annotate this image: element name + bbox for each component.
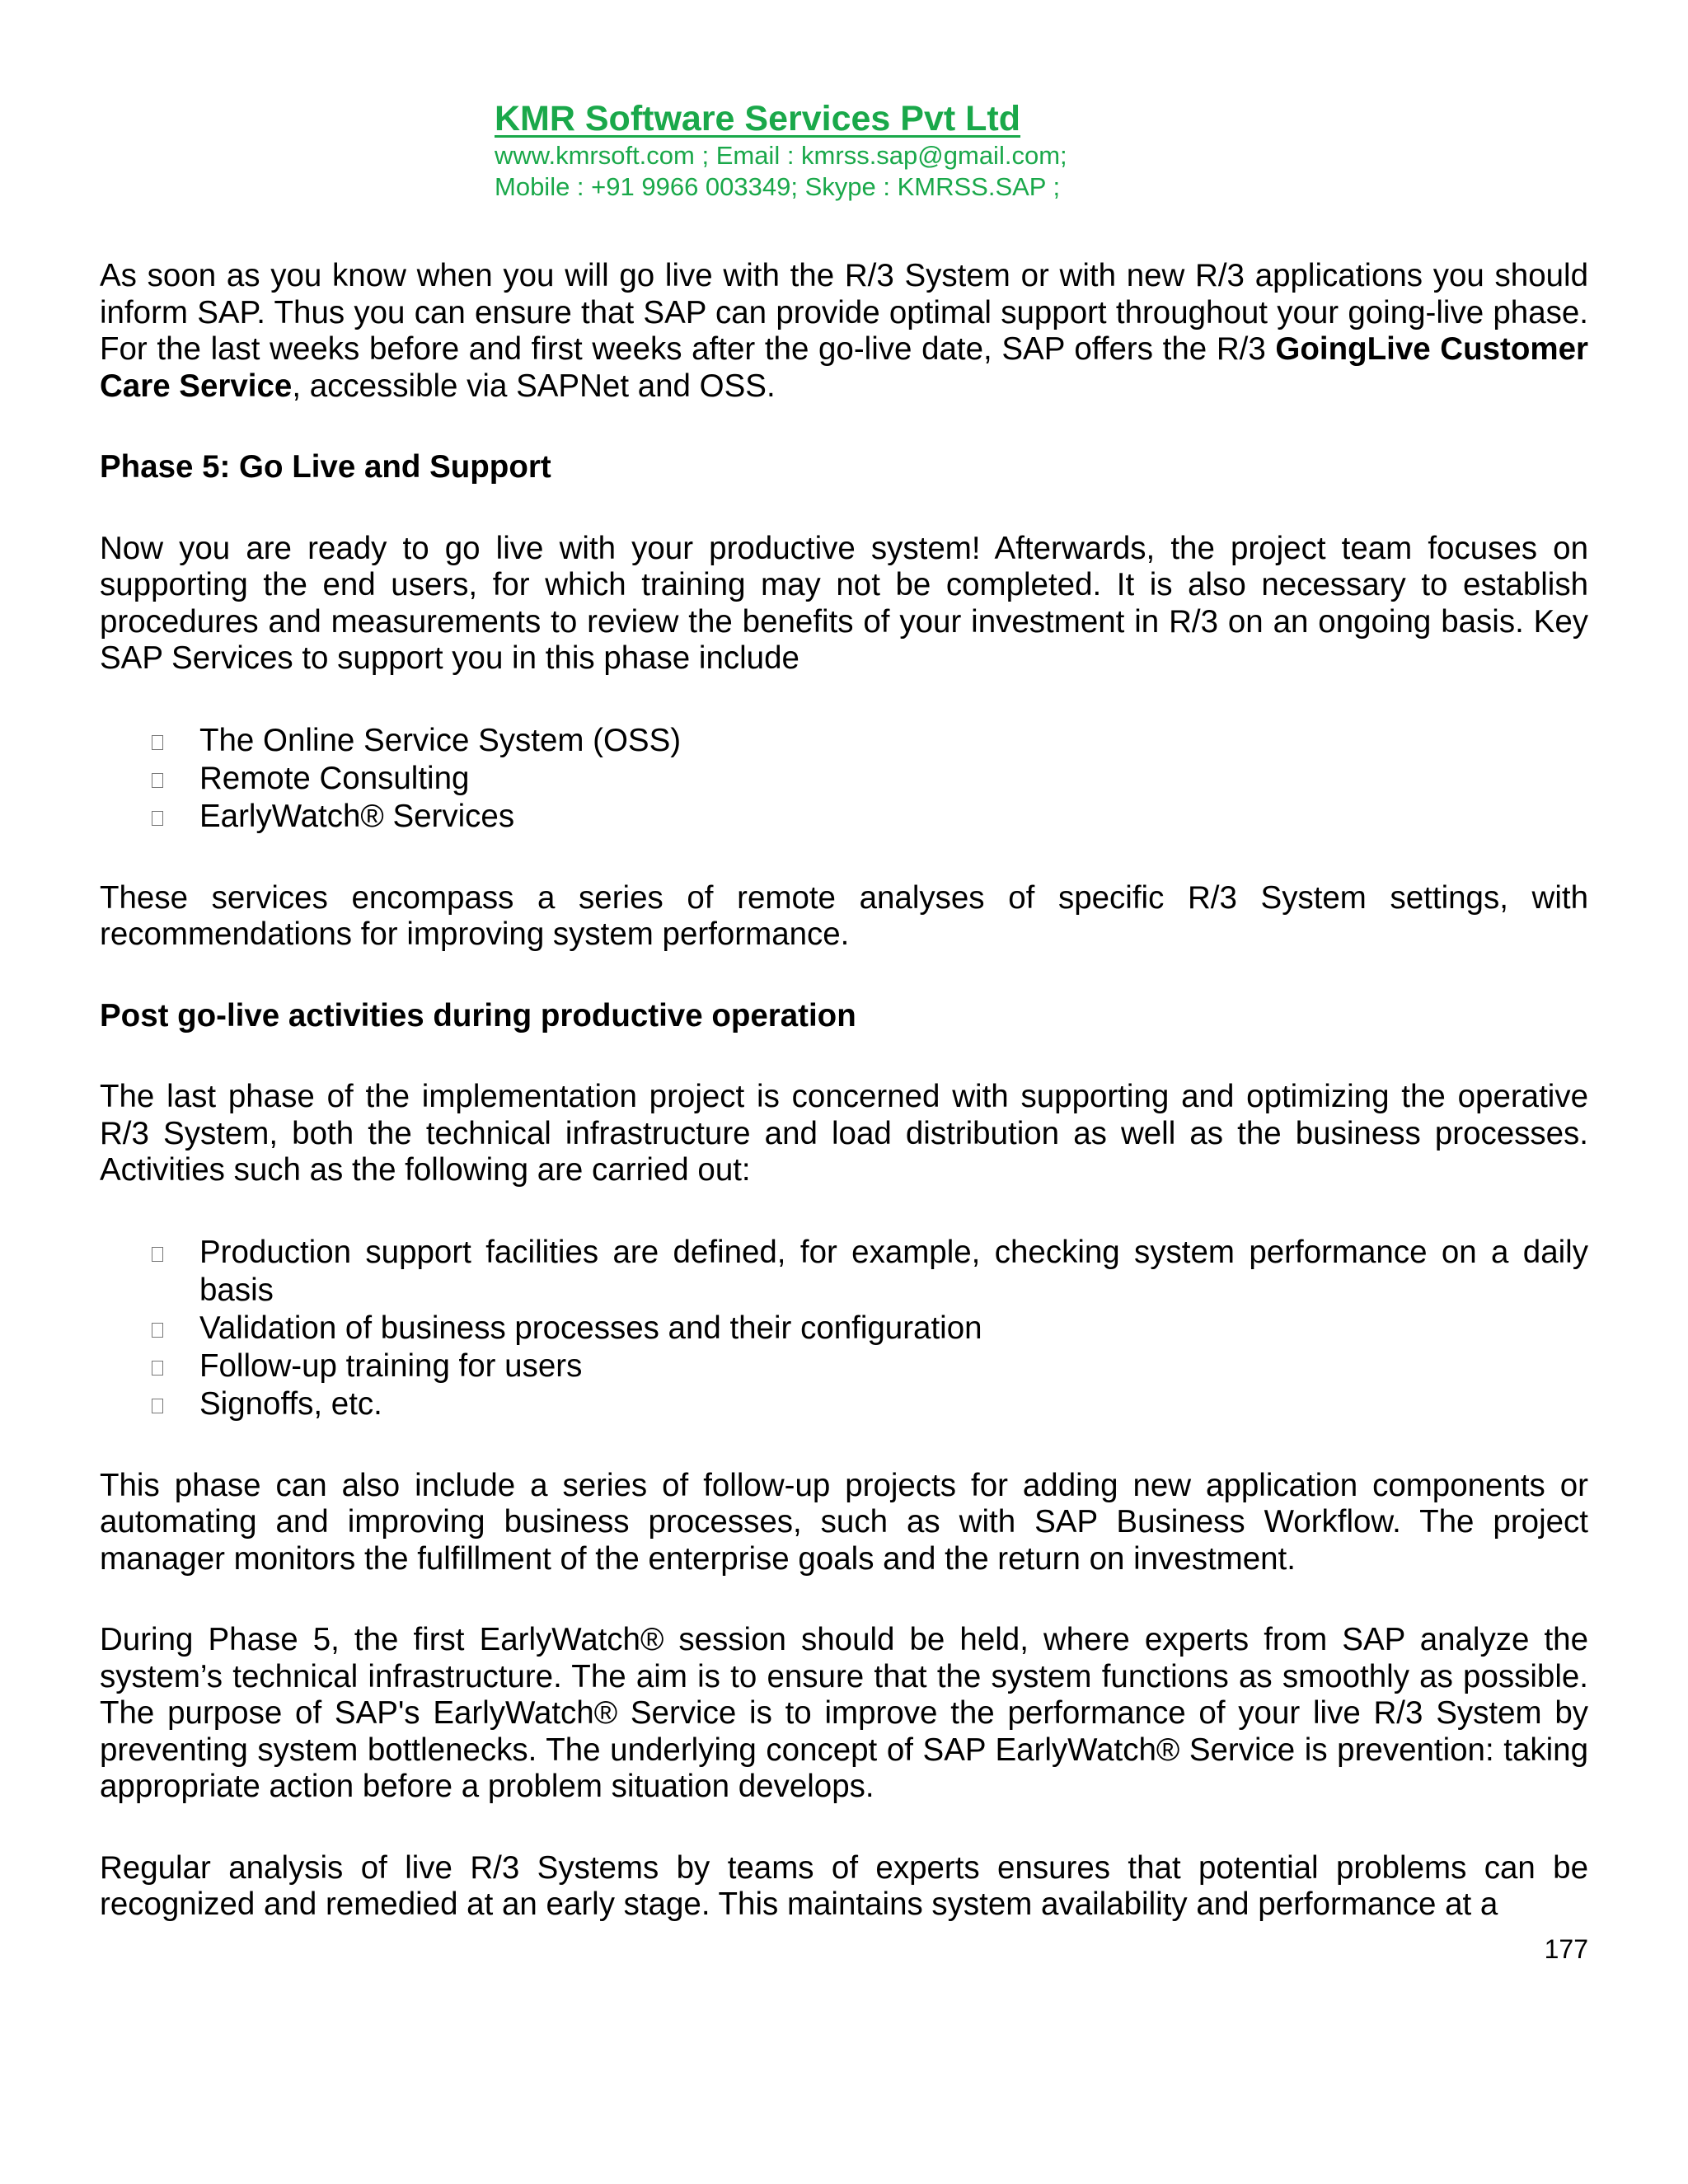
list-item bbox=[100, 798, 1588, 836]
checkbox-bullet-icon bbox=[152, 1323, 163, 1338]
list-item bbox=[100, 1234, 1588, 1310]
list-item-text: Follow-up training for users bbox=[199, 1347, 583, 1384]
intro-text-end: , accessible via SAPNet and OSS. bbox=[292, 368, 776, 404]
document-body bbox=[100, 258, 1588, 1968]
page-number: 177 bbox=[1544, 1934, 1588, 1964]
checkbox-bullet-icon bbox=[152, 1247, 163, 1262]
services-note-paragraph: These services encompass a series of remote analyses of specific R/3 System settings, with recommendations for improving system performance. bbox=[100, 879, 1588, 952]
checkbox-bullet-icon bbox=[152, 735, 163, 750]
company-name: KMR Software Services Pvt Ltd bbox=[495, 99, 1021, 138]
services-list bbox=[100, 722, 1588, 836]
intro-text-start: As soon as you know when you will go live with the R/3 System or with new R/3 applications you should inform SAP. Thus you can ensure that SAP can provide optimal support throughout your going-live phase. For the last weeks before and first weeks after the go-live date, SAP offers the R/3 bbox=[100, 258, 1588, 367]
followup-paragraph: This phase can also include a series of follow-up projects for adding new application components or automating and improving business processes, such as with SAP Business Workflow. The project manager monitors the fulfillment of the enterprise goals and the return on investment. bbox=[100, 1467, 1588, 1577]
list-item bbox=[100, 760, 1588, 798]
letterhead bbox=[495, 97, 1236, 203]
checkbox-bullet-icon bbox=[152, 1399, 163, 1413]
list-item-text: Production support facilities are defined, for example, checking system performance on a daily basis bbox=[199, 1234, 1588, 1308]
list-item-text: EarlyWatch® Services bbox=[199, 798, 515, 834]
checkbox-bullet-icon bbox=[152, 1361, 163, 1376]
phase5-paragraph: Now you are ready to go live with your productive system! Afterwards, the project team focuses on supporting the end users, for which training may not be completed. It is also necessary to establish procedures and measurements to review the benefits of your investment in R/3 on an ongoing basis. Key SAP Services to support you in this phase include bbox=[100, 530, 1588, 676]
list-item-text: Signoffs, etc. bbox=[199, 1385, 382, 1422]
post-golive-paragraph: The last phase of the implementation project is concerned with supporting and optimizing the operative R/3 System, both the technical infrastructure and load distribution as well as the business processes. Activities such as the following are carried out: bbox=[100, 1079, 1588, 1188]
checkbox-bullet-icon bbox=[152, 811, 163, 826]
intro-paragraph bbox=[100, 258, 1588, 405]
intro-bold-service: GoingLive Customer Care Service bbox=[100, 331, 1588, 404]
list-item-text: Validation of business processes and their configuration bbox=[199, 1310, 982, 1346]
checkbox-bullet-icon bbox=[152, 773, 163, 788]
list-item bbox=[100, 1310, 1588, 1347]
contact-line-web-email: www.kmrsoft.com ; Email : kmrss.sap@gmail.com; bbox=[495, 141, 1067, 170]
earlywatch-paragraph: During Phase 5, the first EarlyWatch® session should be held, where experts from SAP analyze the system’s technical infrastructure. The aim is to ensure that the system functions as smoothly as possible. The purpose of SAP's EarlyWatch® Service is to improve the performance of your live R/3 System by preventing system bottlenecks. The underlying concept of SAP EarlyWatch® Service is prevention: taking appropriate action before a problem situation develops. bbox=[100, 1622, 1588, 1804]
regular-analysis-paragraph: Regular analysis of live R/3 Systems by teams of experts ensures that potential problems can be recognized and remedied at an early stage. This maintains system availability and performance at a bbox=[100, 1849, 1588, 1922]
list-item-text: Remote Consulting bbox=[199, 760, 470, 796]
list-item bbox=[100, 1385, 1588, 1423]
contact-line-mobile-skype: Mobile : +91 9966 003349; Skype : KMRSS.SAP ; bbox=[495, 172, 1061, 201]
phase5-heading: Phase 5: Go Live and Support bbox=[100, 449, 551, 485]
activities-list bbox=[100, 1234, 1588, 1423]
list-item bbox=[100, 722, 1588, 760]
post-golive-heading: Post go-live activities during productive operation bbox=[100, 997, 856, 1033]
list-item bbox=[100, 1347, 1588, 1385]
list-item-text: The Online Service System (OSS) bbox=[199, 722, 682, 758]
